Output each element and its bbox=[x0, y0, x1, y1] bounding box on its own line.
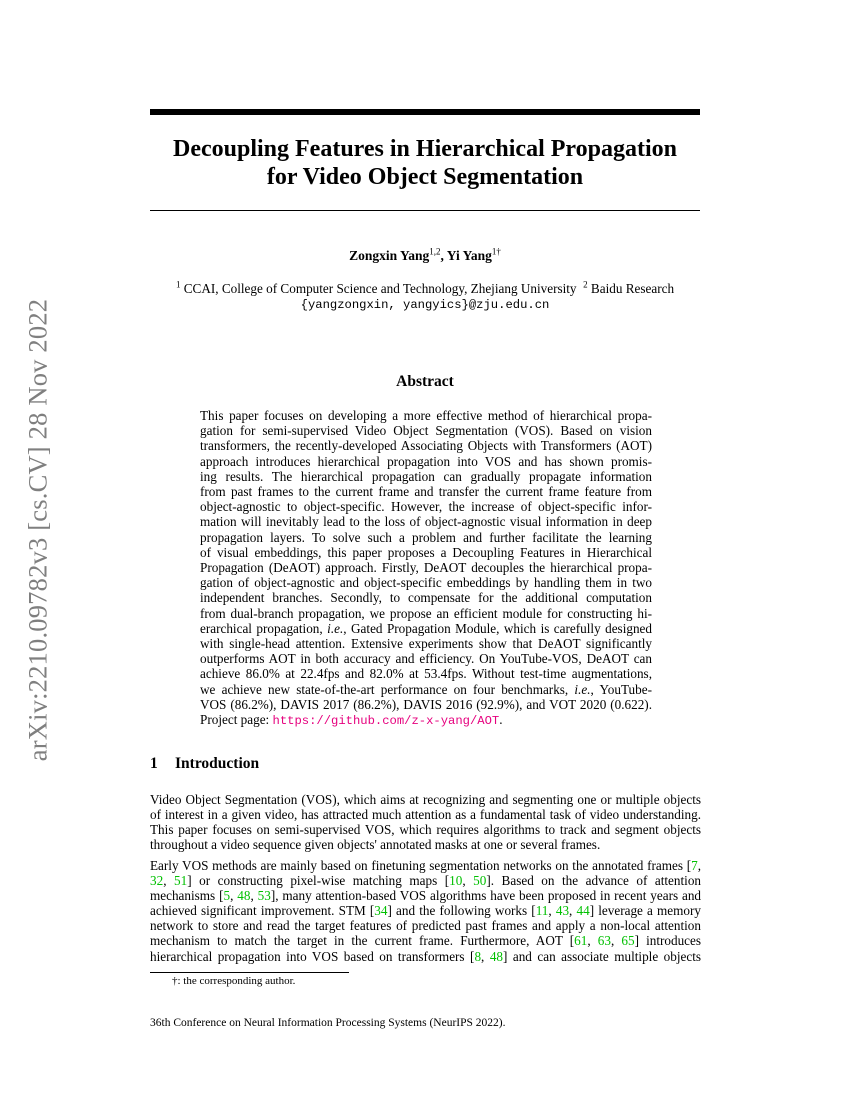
paragraph-line bbox=[150, 903, 701, 918]
citation-link[interactable]: 44 bbox=[576, 903, 590, 919]
abstract-line: with single-head attention. Extensive experiments show that DeAOT significantly bbox=[200, 636, 652, 652]
paragraph-text: ]. Based on the advance of attention bbox=[486, 873, 702, 889]
affiliations bbox=[150, 281, 700, 313]
citation-link[interactable]: 48 bbox=[237, 888, 251, 904]
paragraph-line bbox=[150, 873, 701, 888]
paragraph-text: , bbox=[163, 873, 167, 889]
title-line-1: Decoupling Features in Hierarchical Propagation bbox=[173, 136, 677, 162]
paragraph-text: , bbox=[250, 888, 254, 904]
paragraph-text: ] or constructing pixel-wise matching maps [ bbox=[187, 873, 450, 889]
intro-paragraph-1 bbox=[150, 792, 701, 852]
paper-title bbox=[150, 135, 700, 191]
citation-link[interactable]: 34 bbox=[374, 903, 388, 919]
paragraph-text: , bbox=[697, 858, 701, 873]
citation-link[interactable]: 63 bbox=[597, 933, 611, 949]
paragraph-line bbox=[150, 933, 701, 948]
citation-link[interactable]: 7 bbox=[691, 858, 698, 873]
citation-link[interactable]: 10 bbox=[449, 873, 463, 889]
abstract-line: achieve 86.0% at 22.4fps and 82.0% at 53.4fps. Without test-time augmentations, bbox=[200, 666, 652, 682]
citation-link[interactable]: 11 bbox=[535, 903, 549, 919]
paragraph-line bbox=[150, 888, 701, 903]
author-name: Yi Yang bbox=[446, 248, 492, 263]
affiliation-1: CCAI, College of Computer Science and Technology, Zhejiang University bbox=[183, 281, 577, 296]
section-heading-introduction bbox=[150, 755, 259, 773]
citation-link[interactable]: 8 bbox=[474, 948, 482, 964]
abstract-line: VOS (86.2%), DAVIS 2017 (86.2%), DAVIS 2016 (92.9%), and VOT 2020 (0.622). bbox=[200, 696, 652, 712]
paragraph-text: mechanisms [ bbox=[150, 888, 224, 904]
abstract-text: Project page: bbox=[200, 712, 273, 728]
abstract-line: from dual-branch propagation, we propose an efficient module for constructing hi- bbox=[200, 605, 652, 621]
paragraph-text: , bbox=[548, 903, 552, 919]
paragraph-text: , bbox=[230, 888, 234, 904]
affiliation-2: Baidu Research bbox=[590, 281, 675, 296]
paragraph-line: Video Object Segmentation (VOS), which aims at recognizing and segmenting one or multiple objects bbox=[150, 792, 701, 807]
paragraph-line: throughout a video sequence given objects' annotated masks at one or several frames. bbox=[150, 837, 601, 853]
abstract-line: gation of object-agnostic and object-specific embeddings by handling them in two bbox=[200, 575, 652, 591]
author-affiliation-mark: 1,2 bbox=[429, 246, 441, 257]
abstract-text: we achieve new state-of-the-art performance on four benchmarks, bbox=[200, 681, 575, 697]
paragraph-text: ] and the following works [ bbox=[387, 903, 536, 919]
abstract-line: propagation layers. To solve such a problem and further facilitate the learning bbox=[200, 529, 652, 545]
paragraph-text: ], many attention-based VOS algorithms have been proposed in recent years and bbox=[270, 888, 702, 904]
author-list: Zongxin Yang$^{1,2}$, Yi Yang$^{1\dagger}$ bbox=[349, 246, 501, 263]
title-top-rule bbox=[150, 109, 700, 115]
abstract-text: erarchical propagation, bbox=[200, 620, 328, 636]
paragraph-text: , bbox=[569, 903, 573, 919]
paragraph-line: This paper focuses on semi-supervised VOS, which requires algorithms to track and segment objects bbox=[150, 822, 701, 838]
abstract-italic: i.e. bbox=[327, 620, 344, 636]
author-email: {yangzongxin, yangyics}@zju.edu.cn bbox=[300, 298, 550, 312]
paragraph-line: network to store and read the target features of predicted past frames and apply a non-local attention bbox=[150, 918, 701, 934]
paragraph-line bbox=[150, 858, 701, 873]
citation-link[interactable]: 51 bbox=[174, 873, 188, 889]
abstract-line bbox=[200, 682, 652, 697]
paragraph-text: ] leverage a memory bbox=[589, 903, 702, 919]
citation-link[interactable]: 48 bbox=[489, 948, 503, 964]
paragraph-text: , bbox=[610, 933, 615, 949]
title-line-2: for Video Object Segmentation bbox=[266, 164, 584, 190]
citation-link[interactable]: 53 bbox=[257, 888, 271, 904]
citation-link[interactable]: 32 bbox=[150, 873, 164, 889]
abstract-line: of visual embeddings, this paper proposes a Decoupling Features in Hierarchical bbox=[200, 544, 652, 560]
citation-link[interactable]: 61 bbox=[574, 933, 588, 949]
section-number: 1 bbox=[150, 755, 158, 772]
abstract-line: approach introduces hierarchical propagation into VOS and has shown promis- bbox=[200, 453, 652, 469]
abstract-line: from past frames to the current frame and transfer the current frame feature from bbox=[200, 484, 652, 500]
citation-link[interactable]: 5 bbox=[223, 888, 231, 904]
abstract-line: This paper focuses on developing a more effective method of hierarchical propa- bbox=[200, 408, 652, 423]
abstract-line bbox=[200, 621, 652, 636]
paragraph-text: Early VOS methods are mainly based on finetuning segmentation networks on the annotated frames [ bbox=[150, 858, 692, 873]
paragraph-line bbox=[150, 949, 701, 964]
abstract-period: . bbox=[499, 712, 503, 728]
citation-link[interactable]: 65 bbox=[621, 933, 635, 949]
abstract-italic: i.e. bbox=[574, 681, 591, 697]
abstract-line: transformers, the recently-developed Associating Objects with Transformers (AOT) bbox=[200, 438, 652, 454]
paragraph-text: , bbox=[462, 873, 466, 889]
arxiv-identifier: arXiv:2210.09782v3 [cs.CV] 28 Nov 2022 bbox=[22, 298, 53, 762]
abstract-text: , Gated Propagation Module, which is carefully designed bbox=[343, 620, 652, 636]
project-page-link[interactable]: https://github.com/z-x-yang/AOT bbox=[272, 714, 500, 729]
abstract-line: Propagation (DeAOT) approach. Firstly, DeAOT decouples the hierarchical propa- bbox=[200, 560, 652, 576]
affiliation-mark: 2 bbox=[583, 279, 588, 290]
abstract-line: object-agnostic to object-specific. However, the increase of object-specific infor- bbox=[200, 499, 652, 515]
abstract-line: independent branches. Secondly, to compensate for the additional computation bbox=[200, 590, 652, 606]
citation-link[interactable]: 50 bbox=[473, 873, 487, 889]
venue-note: 36th Conference on Neural Information Processing Systems (NeurIPS 2022). bbox=[150, 1017, 506, 1029]
abstract-line: gation for semi-supervised Video Object Segmentation (VOS). Based on vision bbox=[200, 423, 652, 439]
abstract-line: mation will inevitably lead to the loss of object-agnostic visual information in deep bbox=[200, 514, 652, 530]
abstract-line bbox=[200, 712, 652, 729]
author-affiliation-mark: 1† bbox=[491, 246, 501, 257]
intro-paragraph-2 bbox=[150, 858, 701, 964]
section-title: Introduction bbox=[175, 755, 260, 772]
title-bottom-rule bbox=[150, 210, 700, 211]
paragraph-text: achieved significant improvement. STM [ bbox=[150, 903, 375, 919]
abstract-body bbox=[200, 408, 652, 729]
affiliation-mark: 1 bbox=[175, 279, 181, 290]
paragraph-text: ] and can associate multiple objects bbox=[503, 948, 702, 964]
paragraph-text: , bbox=[587, 933, 591, 949]
abstract-line: ing results. The hierarchical propagation can gradually propagate information bbox=[200, 468, 652, 484]
author-name: Zongxin Yang bbox=[349, 248, 430, 263]
citation-link[interactable]: 43 bbox=[555, 903, 570, 919]
paragraph-text: ] introduces bbox=[634, 933, 702, 949]
footnote-rule bbox=[150, 972, 349, 973]
paragraph-line: of interest in a given video, has attracted much attention as a fundamental task of video understanding. bbox=[150, 807, 701, 823]
paragraph-text: hierarchical propagation into VOS based on transformers [ bbox=[150, 948, 475, 964]
paragraph-text: , bbox=[481, 948, 485, 964]
abstract-line: outperforms AOT in both accuracy and efficiency. On YouTube-VOS, DeAOT can bbox=[200, 651, 652, 667]
abstract-text: , YouTube- bbox=[590, 681, 652, 697]
paragraph-text: mechanism to match the target in the current frame. Furthermore, AOT [ bbox=[150, 933, 575, 949]
footnote: †: the corresponding author. bbox=[172, 975, 296, 987]
abstract-heading: Abstract bbox=[396, 373, 454, 390]
